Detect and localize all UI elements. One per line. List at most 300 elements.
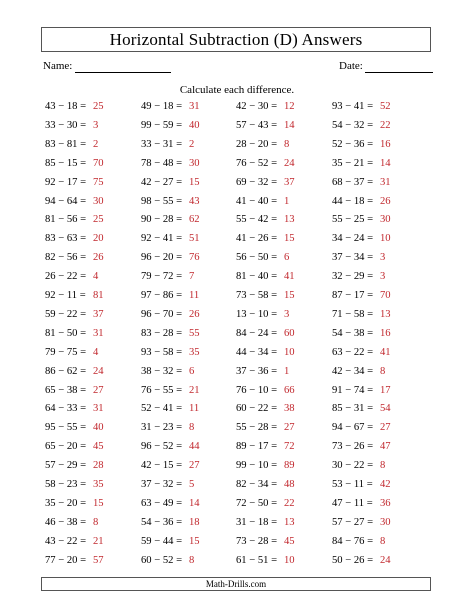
problem-item: [236, 422, 295, 434]
problem-answer: 43: [189, 195, 200, 207]
problem-answer: 30: [380, 516, 391, 528]
problem-answer: 81: [93, 290, 104, 301]
problem-item: [332, 271, 385, 283]
problem-item: [236, 271, 295, 283]
problem-item: [141, 479, 194, 491]
problem-question: 93 − 58 =: [141, 346, 183, 358]
problem-item: [141, 196, 200, 208]
problem-item: [45, 101, 104, 113]
problem-question: 54 − 38 =: [332, 327, 374, 339]
problem-item: [141, 271, 194, 283]
problem-question: 72 − 50 =: [236, 497, 278, 509]
problem-answer: 72: [284, 441, 295, 453]
problem-item: [236, 460, 295, 472]
problem-question: 43 − 22 =: [45, 535, 87, 547]
problem-answer: 25: [93, 101, 104, 112]
problem-question: 28 − 20 =: [236, 138, 278, 150]
problem-question: 76 − 10 =: [236, 384, 278, 396]
problem-question: 82 − 34 =: [236, 479, 278, 490]
problem-question: 79 − 72 =: [141, 271, 183, 283]
problem-answer: 30: [189, 157, 200, 169]
problem-answer: 27: [380, 422, 391, 434]
problem-item: [332, 366, 385, 378]
footer-box: [41, 577, 431, 591]
problem-item: [141, 385, 200, 397]
problem-question: 60 − 22 =: [236, 403, 278, 415]
problem-answer: 25: [93, 214, 104, 226]
problem-question: 94 − 67 =: [332, 422, 374, 434]
problem-question: 95 − 55 =: [45, 422, 87, 434]
problem-answer: 14: [189, 497, 200, 509]
problem-item: [141, 555, 194, 567]
problem-answer: 22: [284, 497, 295, 509]
problem-question: 59 − 44 =: [141, 535, 183, 547]
problem-answer: 57: [93, 554, 104, 566]
problem-question: 77 − 20 =: [45, 554, 87, 566]
problem-answer: 11: [189, 403, 200, 415]
problem-item: [45, 120, 98, 132]
problem-answer: 15: [189, 176, 200, 188]
problem-answer: 15: [284, 233, 295, 245]
problem-item: [141, 536, 200, 548]
problem-item: [45, 385, 104, 397]
problem-item: [141, 214, 200, 226]
problem-answer: 2: [93, 138, 99, 150]
problem-question: 84 − 24 =: [236, 327, 278, 339]
problem-answer: 55: [189, 327, 200, 339]
problem-question: 93 − 41 =: [332, 101, 374, 112]
problem-answer: 41: [284, 271, 295, 283]
problem-answer: 40: [93, 422, 104, 434]
problem-answer: 31: [93, 327, 104, 339]
problem-answer: 6: [189, 365, 195, 377]
worksheet-title-box: [41, 27, 431, 52]
worksheet-title: Horizontal Subtraction (D) Answers: [109, 29, 363, 49]
problem-answer: 26: [189, 308, 200, 320]
problem-item: [236, 139, 289, 151]
problem-item: [45, 271, 98, 283]
problem-item: [141, 422, 194, 434]
problem-answer: 13: [284, 214, 295, 226]
problem-question: 99 − 59 =: [141, 119, 183, 131]
problem-question: 76 − 55 =: [141, 384, 183, 396]
problem-question: 83 − 63 =: [45, 233, 87, 245]
problem-item: [45, 479, 104, 491]
problem-item: [332, 555, 391, 567]
problem-question: 60 − 52 =: [141, 554, 183, 566]
problem-item: [236, 196, 289, 208]
problem-answer: 75: [93, 176, 104, 188]
problem-item: [236, 498, 295, 510]
problem-item: [141, 517, 200, 529]
problem-item: [236, 403, 295, 415]
problem-question: 68 − 37 =: [332, 176, 374, 188]
problem-item: [45, 366, 104, 378]
problem-question: 81 − 56 =: [45, 214, 87, 226]
problem-question: 96 − 52 =: [141, 441, 183, 453]
problem-question: 86 − 62 =: [45, 365, 87, 377]
problem-answer: 37: [284, 176, 295, 188]
problem-question: 65 − 38 =: [45, 384, 87, 396]
problem-answer: 11: [189, 290, 200, 301]
problem-item: [45, 196, 104, 208]
problem-item: [141, 101, 200, 113]
problem-question: 52 − 36 =: [332, 138, 374, 150]
problem-question: 96 − 20 =: [141, 252, 183, 264]
problem-answer: 1: [284, 195, 290, 207]
problem-question: 54 − 32 =: [332, 119, 374, 131]
problem-item: [236, 177, 295, 189]
problem-item: [45, 309, 104, 321]
problem-item: [45, 328, 104, 340]
problem-question: 78 − 48 =: [141, 157, 183, 169]
problem-answer: 8: [93, 516, 99, 528]
problem-answer: 76: [189, 252, 200, 264]
problem-item: [332, 290, 391, 302]
problem-answer: 15: [93, 497, 104, 509]
problem-item: [45, 214, 104, 226]
problem-answer: 35: [189, 346, 200, 358]
problem-question: 81 − 40 =: [236, 271, 278, 283]
footer-text: Math-Drills.com: [205, 579, 267, 589]
problem-item: [141, 309, 200, 321]
problem-question: 71 − 58 =: [332, 308, 374, 320]
problem-answer: 16: [380, 327, 391, 339]
problem-answer: 7: [189, 271, 195, 283]
problem-answer: 15: [284, 290, 295, 301]
problem-answer: 70: [380, 290, 391, 301]
problem-item: [45, 498, 104, 510]
problem-item: [141, 120, 200, 132]
problem-answer: 35: [93, 479, 104, 490]
problem-question: 79 − 75 =: [45, 346, 87, 358]
problem-answer: 13: [284, 516, 295, 528]
problem-item: [332, 139, 391, 151]
problem-answer: 31: [380, 176, 391, 188]
problem-question: 32 − 29 =: [332, 271, 374, 283]
problem-item: [332, 177, 391, 189]
problem-answer: 10: [380, 233, 391, 245]
problem-question: 92 − 17 =: [45, 176, 87, 188]
problem-question: 26 − 22 =: [45, 271, 87, 283]
problem-question: 98 − 55 =: [141, 195, 183, 207]
problem-answer: 12: [284, 101, 295, 112]
problem-answer: 44: [189, 441, 200, 453]
problem-answer: 45: [93, 441, 104, 453]
problem-question: 52 − 41 =: [141, 403, 183, 415]
problem-question: 42 − 34 =: [332, 365, 374, 377]
problem-question: 84 − 76 =: [332, 535, 374, 547]
problem-question: 44 − 18 =: [332, 195, 374, 207]
problem-item: [141, 498, 200, 510]
problem-answer: 36: [380, 497, 391, 509]
problem-question: 82 − 56 =: [45, 252, 87, 264]
problem-question: 83 − 81 =: [45, 138, 87, 150]
problem-item: [332, 101, 391, 113]
problem-question: 35 − 21 =: [332, 157, 374, 169]
problem-answer: 10: [284, 554, 295, 566]
problem-answer: 70: [93, 157, 104, 169]
problem-item: [141, 366, 194, 378]
problem-question: 41 − 26 =: [236, 233, 278, 245]
problem-answer: 26: [93, 252, 104, 264]
problem-question: 35 − 20 =: [45, 497, 87, 509]
problem-item: [236, 385, 295, 397]
problem-item: [141, 403, 199, 415]
problem-item: [45, 460, 104, 472]
problem-answer: 6: [284, 252, 290, 264]
problem-item: [332, 460, 385, 472]
problem-question: 89 − 17 =: [236, 441, 278, 453]
problem-item: [141, 233, 200, 245]
problem-item: [332, 158, 391, 170]
problem-question: 55 − 28 =: [236, 422, 278, 434]
problem-item: [45, 158, 104, 170]
problem-answer: 1: [284, 365, 290, 377]
name-label: Name:: [43, 60, 73, 72]
problem-item: [236, 101, 295, 113]
problem-item: [141, 290, 199, 302]
date-label: Date:: [339, 60, 363, 72]
problem-item: [332, 403, 391, 415]
problem-question: 38 − 32 =: [141, 365, 183, 377]
problem-question: 50 − 26 =: [332, 554, 374, 566]
problem-question: 92 − 11 =: [45, 290, 86, 301]
problem-question: 91 − 74 =: [332, 384, 374, 396]
problem-item: [45, 403, 104, 415]
problem-answer: 2: [189, 138, 195, 150]
problem-question: 56 − 50 =: [236, 252, 278, 264]
problem-answer: 15: [189, 535, 200, 547]
problem-answer: 4: [93, 346, 99, 358]
problem-question: 41 − 40 =: [236, 195, 278, 207]
problem-question: 90 − 28 =: [141, 214, 183, 226]
problem-answer: 60: [284, 327, 295, 339]
problem-question: 73 − 28 =: [236, 535, 278, 547]
problem-item: [332, 309, 391, 321]
problem-answer: 24: [93, 365, 104, 377]
problem-question: 96 − 70 =: [141, 308, 183, 320]
problem-item: [236, 479, 295, 491]
problem-answer: 26: [380, 195, 391, 207]
problem-question: 55 − 25 =: [332, 214, 374, 226]
problem-answer: 22: [380, 119, 391, 131]
problem-answer: 30: [380, 214, 391, 226]
problem-item: [141, 158, 200, 170]
problem-question: 63 − 49 =: [141, 497, 183, 509]
problem-question: 31 − 18 =: [236, 516, 278, 528]
problem-answer: 8: [189, 554, 195, 566]
problem-question: 43 − 18 =: [45, 101, 87, 112]
problem-answer: 5: [189, 479, 195, 490]
problem-answer: 37: [93, 308, 104, 320]
problem-answer: 8: [380, 365, 386, 377]
problem-question: 44 − 34 =: [236, 346, 278, 358]
problem-item: [236, 233, 295, 245]
problem-item: [45, 177, 104, 189]
problem-question: 73 − 58 =: [236, 290, 278, 301]
problem-question: 69 − 32 =: [236, 176, 278, 188]
problem-answer: 24: [380, 554, 391, 566]
problem-question: 87 − 17 =: [332, 290, 374, 301]
name-line: [75, 72, 171, 73]
name-date-row: [43, 60, 433, 74]
problem-answer: 51: [189, 233, 200, 245]
problem-question: 37 − 36 =: [236, 365, 278, 377]
problem-item: [332, 214, 391, 226]
problem-question: 33 − 31 =: [141, 138, 183, 150]
problem-question: 94 − 64 =: [45, 195, 87, 207]
problem-item: [332, 120, 391, 132]
problem-question: 81 − 50 =: [45, 327, 87, 339]
problem-item: [45, 555, 104, 567]
problem-answer: 13: [380, 308, 391, 320]
problem-question: 58 − 23 =: [45, 479, 87, 490]
problem-item: [332, 252, 385, 264]
problem-item: [332, 536, 385, 548]
problem-answer: 52: [380, 101, 391, 112]
problem-item: [45, 422, 104, 434]
problem-question: 34 − 24 =: [332, 233, 374, 245]
problem-item: [332, 441, 391, 453]
problem-item: [141, 460, 200, 472]
problem-item: [45, 252, 104, 264]
problem-item: [332, 517, 391, 529]
problem-item: [45, 290, 104, 302]
problem-question: 46 − 38 =: [45, 516, 87, 528]
problem-question: 47 − 11 =: [332, 497, 373, 509]
problem-item: [236, 252, 289, 264]
problem-question: 73 − 26 =: [332, 441, 374, 453]
problem-question: 85 − 15 =: [45, 157, 87, 169]
date-line: [365, 72, 433, 73]
problem-question: 13 − 10 =: [236, 308, 278, 320]
problem-answer: 42: [380, 479, 391, 490]
problem-question: 31 − 23 =: [141, 422, 183, 434]
problem-item: [236, 214, 295, 226]
problem-item: [332, 385, 391, 397]
problem-item: [45, 536, 104, 548]
problem-question: 63 − 22 =: [332, 346, 374, 358]
problem-item: [141, 441, 200, 453]
problem-question: 99 − 10 =: [236, 460, 278, 472]
problem-answer: 14: [380, 157, 391, 169]
problem-answer: 8: [189, 422, 195, 434]
problem-question: 83 − 28 =: [141, 327, 183, 339]
problem-answer: 48: [284, 479, 295, 490]
problem-item: [141, 347, 200, 359]
problem-question: 97 − 86 =: [141, 290, 183, 301]
problem-question: 42 − 30 =: [236, 101, 278, 112]
problem-answer: 16: [380, 138, 391, 150]
problem-item: [236, 555, 295, 567]
problem-answer: 31: [93, 403, 104, 415]
problem-answer: 38: [284, 403, 295, 415]
problem-answer: 3: [284, 308, 290, 320]
problem-question: 61 − 51 =: [236, 554, 278, 566]
problem-question: 55 − 42 =: [236, 214, 278, 226]
problem-answer: 47: [380, 441, 391, 453]
problem-answer: 41: [380, 346, 391, 358]
problem-question: 49 − 18 =: [141, 101, 183, 112]
problem-answer: 8: [380, 535, 386, 547]
problem-item: [141, 328, 200, 340]
problem-item: [45, 233, 104, 245]
problem-answer: 28: [93, 460, 104, 472]
problem-question: 57 − 27 =: [332, 516, 374, 528]
problem-question: 37 − 32 =: [141, 479, 183, 490]
problem-answer: 4: [93, 271, 99, 283]
problem-answer: 66: [284, 384, 295, 396]
problem-item: [141, 252, 200, 264]
problem-answer: 31: [189, 101, 200, 112]
problem-item: [332, 479, 391, 491]
problem-answer: 27: [284, 422, 295, 434]
problem-answer: 30: [93, 195, 104, 207]
problem-question: 57 − 29 =: [45, 460, 87, 472]
problem-item: [141, 139, 194, 151]
problem-answer: 45: [284, 535, 295, 547]
problem-answer: 8: [380, 460, 386, 472]
problem-question: 57 − 43 =: [236, 119, 278, 131]
problem-answer: 27: [93, 384, 104, 396]
problem-answer: 14: [284, 119, 295, 131]
problem-item: [236, 120, 295, 132]
problem-answer: 54: [380, 403, 391, 415]
problem-question: 76 − 52 =: [236, 157, 278, 169]
problem-item: [332, 347, 391, 359]
problem-question: 42 − 27 =: [141, 176, 183, 188]
problem-answer: 17: [380, 384, 391, 396]
problem-item: [236, 309, 289, 321]
problem-answer: 18: [189, 516, 200, 528]
problem-answer: 20: [93, 233, 104, 245]
problem-answer: 40: [189, 119, 200, 131]
problem-item: [332, 196, 391, 208]
problem-item: [332, 498, 391, 510]
problem-question: 53 − 11 =: [332, 479, 373, 490]
problem-question: 30 − 22 =: [332, 460, 374, 472]
problem-item: [45, 517, 98, 529]
problem-answer: 27: [189, 460, 200, 472]
problem-item: [236, 328, 295, 340]
problem-question: 42 − 15 =: [141, 460, 183, 472]
problem-item: [332, 233, 391, 245]
problem-item: [45, 139, 98, 151]
problem-item: [236, 347, 295, 359]
problem-item: [236, 366, 289, 378]
problem-answer: 3: [380, 271, 386, 283]
problem-answer: 21: [189, 384, 200, 396]
problem-question: 33 − 30 =: [45, 119, 87, 131]
problem-item: [236, 536, 295, 548]
problem-question: 54 − 36 =: [141, 516, 183, 528]
problem-answer: 10: [284, 346, 295, 358]
problem-question: 85 − 31 =: [332, 403, 374, 415]
problem-answer: 8: [284, 138, 290, 150]
problem-item: [332, 422, 391, 434]
problem-answer: 89: [284, 460, 295, 472]
problem-item: [141, 177, 200, 189]
problem-question: 37 − 34 =: [332, 252, 374, 264]
problem-question: 59 − 22 =: [45, 308, 87, 320]
problem-question: 92 − 41 =: [141, 233, 183, 245]
problem-question: 64 − 33 =: [45, 403, 87, 415]
problem-answer: 62: [189, 214, 200, 226]
problem-question: 65 − 20 =: [45, 441, 87, 453]
problem-item: [45, 347, 98, 359]
problem-item: [236, 290, 295, 302]
